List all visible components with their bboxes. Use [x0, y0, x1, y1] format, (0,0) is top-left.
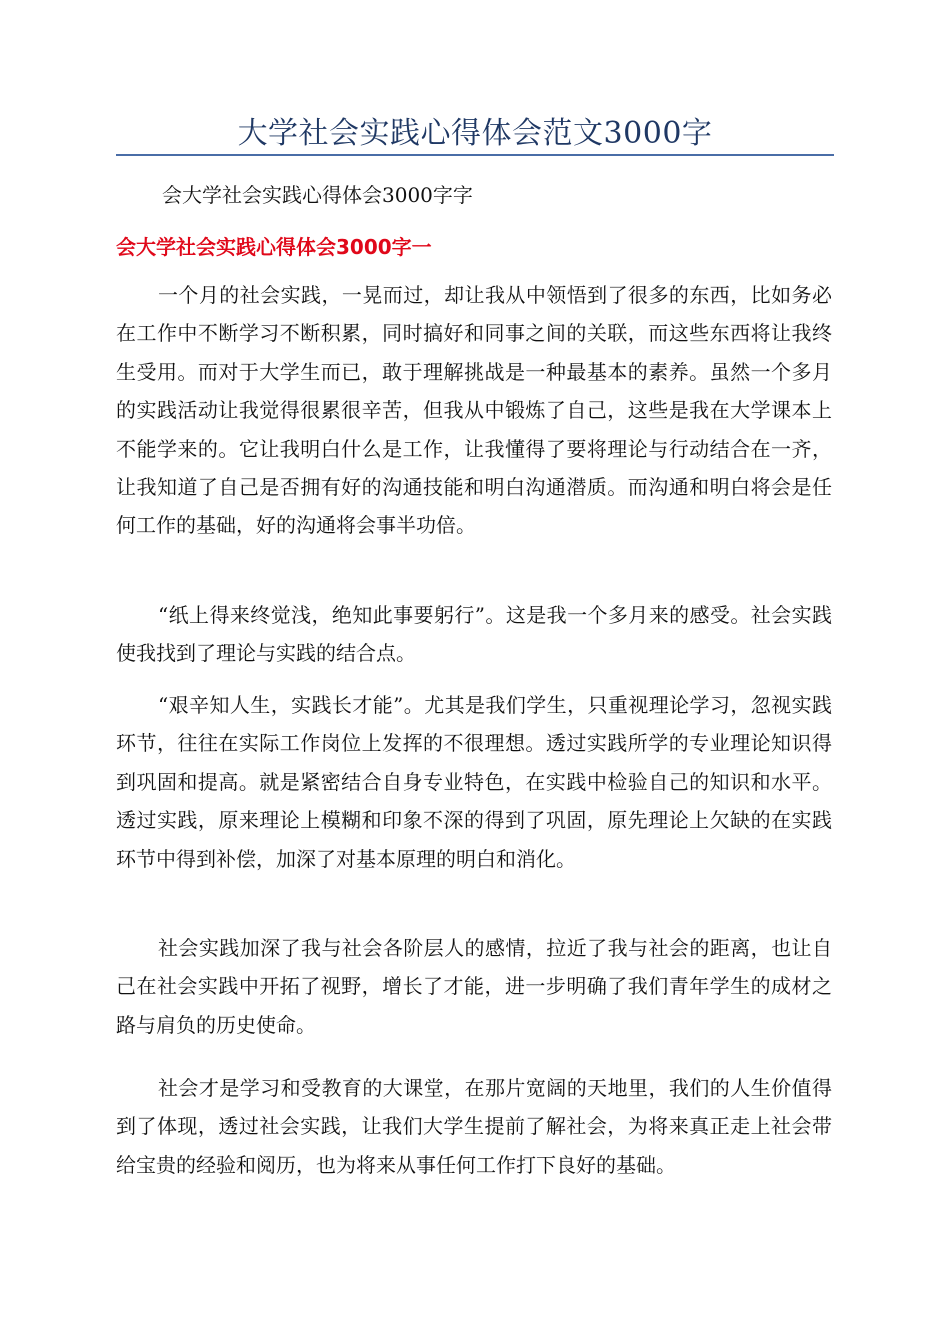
title-underline	[116, 154, 834, 156]
document-subtitle: 会大学社会实践心得体会3000字字	[162, 183, 473, 207]
paragraph-2: “纸上得来终觉浅，绝知此事要躬行”。这是我一个多月来的感受。社会实践使我找到了理论与实践的结合点。	[116, 603, 832, 666]
document-title: 大学社会实践心得体会范文3000字	[237, 116, 713, 151]
paragraph-5: 社会才是学习和受教育的大课堂，在那片宽阔的天地里，我们的人生价值得到了体现，透过社会实践，让我们大学生提前了解社会，为将来真正走上社会带给宝贵的经验和阅历，也为将来从事任何工作打下良好的基础。	[116, 1076, 832, 1177]
paragraph-1: 一个月的社会实践，一晃而过，却让我从中领悟到了很多的东西，比如务必在工作中不断学习不断积累，同时搞好和同事之间的关联，而这些东西将让我终生受用。而对于大学生而已，敢于理解挑战是一种最基本的素养。虽然一个多月的实践活动让我觉得很累很辛苦，但我从中锻炼了自己，这些是我在大学课本上不能学来的。它让我明白什么是工作，让我懂得了要将理论与行动结合在一齐，让我知道了自己是否拥有好的沟通技能和明白沟通潜质。而沟通和明白将会是任何工作的基础，好的沟通将会事半功倍。	[116, 283, 832, 538]
section-heading: 会大学社会实践心得体会3000字一	[116, 235, 432, 259]
paragraph-3: “艰辛知人生，实践长才能”。尤其是我们学生，只重视理论学习，忽视实践环节，往往在实际工作岗位上发挥的不很理想。透过实践所学的专业理论知识得到巩固和提高。就是紧密结合自身专业特色，在实践中检验自己的知识和水平。透过实践，原来理论上模糊和印象不深的得到了巩固，原先理论上欠缺的在实践环节中得到补偿，加深了对基本原理的明白和消化。	[116, 693, 832, 871]
paragraph-4: 社会实践加深了我与社会各阶层人的感情，拉近了我与社会的距离，也让自己在社会实践中开拓了视野，增长了才能，进一步明确了我们青年学生的成材之路与肩负的历史使命。	[116, 936, 832, 1037]
